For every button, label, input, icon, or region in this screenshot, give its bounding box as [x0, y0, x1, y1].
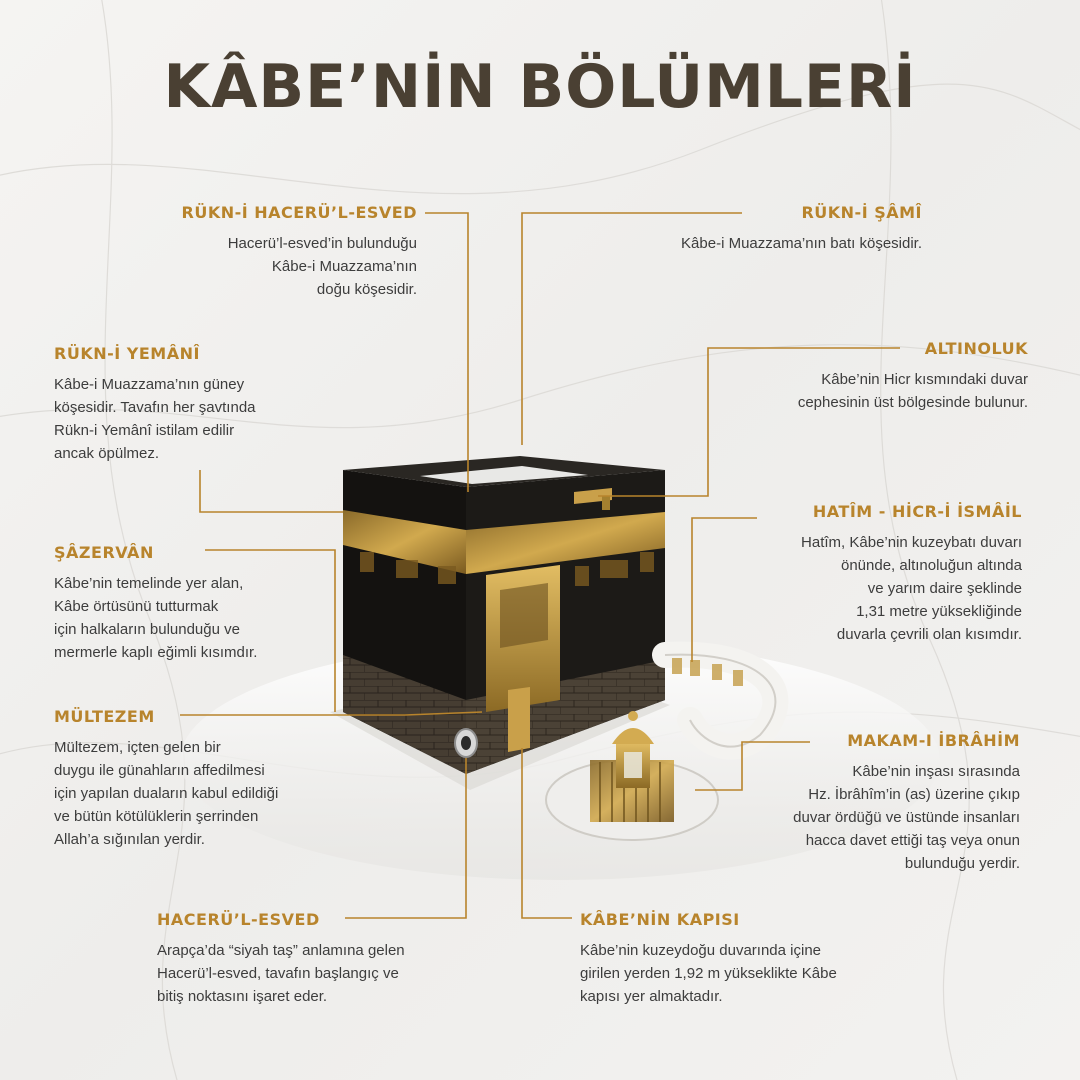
section-line: Hacerü’l-esved’in bulunduğu [227, 235, 417, 252]
section-line: 1,31 metre yüksekliğinde [856, 603, 1022, 620]
section-line: Kâbe’nin inşası sırasında [852, 763, 1020, 780]
section-makam-ibrahim [700, 731, 1020, 875]
section-line: Allah’a sığınılan yerdir. [54, 831, 205, 848]
section-line: bulunduğu yerdir. [904, 855, 1020, 872]
section-heading: MÜLTEZEM [54, 707, 155, 726]
section-heading: RÜKN-İ YEMÂNÎ [54, 344, 200, 363]
section-hatim [702, 502, 1022, 646]
section-hacerul-esved [157, 910, 487, 1008]
section-line: hacca davet ettiği taş veya onun [805, 832, 1020, 849]
section-heading: HACERÜ’L-ESVED [157, 910, 320, 929]
section-line: Hz. İbrâhîm’in (as) üzerine çıkıp [808, 786, 1020, 803]
section-line: köşesidir. Tavafın her şavtında [54, 399, 256, 416]
section-line: Kâbe’nin temelinde yer alan, [54, 575, 244, 592]
section-line: girilen yerden 1,92 m yükseklikte Kâbe [580, 965, 837, 982]
section-line: Mültezem, içten gelen bir [54, 739, 221, 756]
section-line: ve bütün kötülüklerin şerrinden [54, 808, 259, 825]
section-heading: RÜKN-İ ŞÂMÎ [801, 203, 922, 222]
section-heading: RÜKN-İ HACERÜ’L-ESVED [181, 203, 417, 222]
section-line: duvar ördüğü ve üstünde insanları [793, 809, 1020, 826]
section-line: Kâbe’nin kuzeydoğu duvarında içine [580, 942, 822, 959]
section-line: duvarla çevrili olan kısımdır. [836, 626, 1022, 643]
section-altinoluk [728, 339, 1028, 414]
section-line: mermerle kaplı eğimli kısımdır. [54, 644, 258, 661]
section-line: ve yarım daire şeklinde [867, 580, 1022, 597]
section-line: için yapılan duaların kabul edildiği [54, 785, 279, 802]
section-heading: MAKAM-I İBRÂHİM [847, 731, 1020, 750]
section-line: doğu köşesidir. [316, 281, 417, 298]
section-rukn-yemani [54, 344, 354, 465]
page-title: KÂBE’NİN BÖLÜMLERİ [163, 52, 917, 122]
section-multezem [54, 707, 354, 851]
section-line: Kâbe’nin Hicr kısmındaki duvar [821, 371, 1028, 388]
section-heading: ŞÂZERVÂN [54, 543, 154, 562]
section-line: cephesinin üst bölgesinde bulunur. [797, 394, 1028, 411]
section-line: duygu ile günahların affedilmesi [54, 762, 265, 779]
section-line: için halkaların bulunduğu ve [54, 621, 240, 638]
section-line: Rükn-i Yemânî istilam edilir [54, 422, 235, 439]
section-line: kapısı yer almaktadır. [580, 988, 723, 1005]
section-line: önünde, altınoluğun altında [841, 557, 1022, 574]
section-line: Kâbe-i Muazzama’nın [271, 258, 417, 275]
section-sazervan [54, 543, 354, 664]
section-heading: HATÎM - HİCR-İ İSMÂİL [812, 502, 1022, 521]
section-line: Hatîm, Kâbe’nin kuzeybatı duvarı [801, 534, 1022, 551]
section-kabe-kapisi [580, 910, 910, 1008]
section-line: bitiş noktasını işaret eder. [157, 988, 328, 1005]
section-rukn-hacerul-esved [57, 203, 417, 301]
section-line: ancak öpülmez. [54, 445, 160, 462]
section-heading: ALTINOLUK [924, 339, 1028, 358]
section-line: Arapça’da “siyah taş” anlamına gelen [157, 942, 405, 959]
section-line: Kâbe örtüsünü tutturmak [54, 598, 219, 615]
section-line: Hacerü’l-esved, tavafın başlangıç ve [157, 965, 399, 982]
section-rukn-sami [562, 203, 922, 255]
section-line: Kâbe-i Muazzama’nın güney [54, 376, 245, 393]
section-heading: KÂBE’NİN KAPISI [580, 910, 740, 929]
section-line: Kâbe-i Muazzama’nın batı köşesidir. [681, 235, 922, 252]
